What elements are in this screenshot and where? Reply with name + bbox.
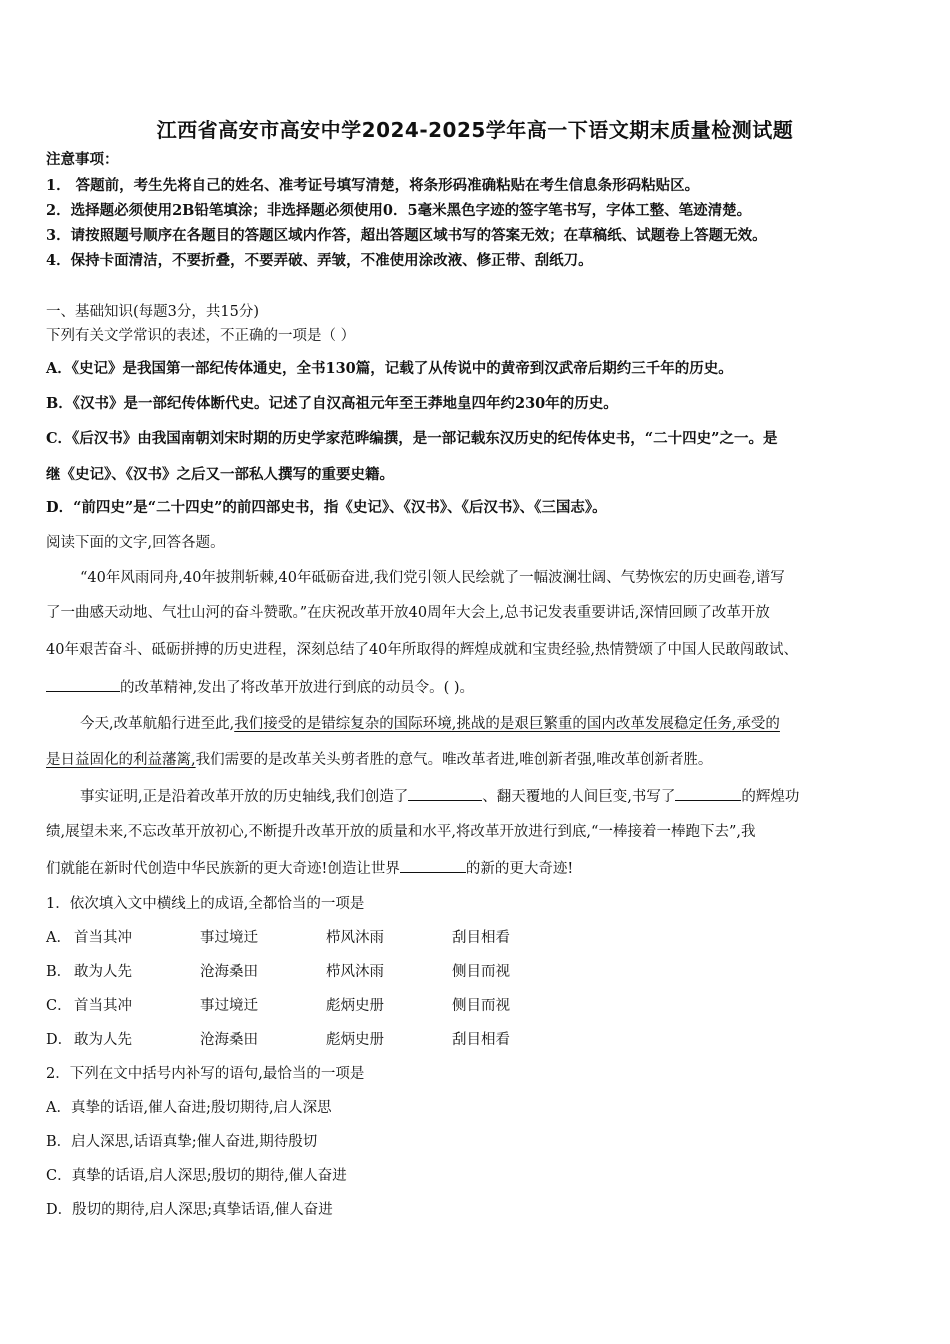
question-stem: 下列有关文学常识的表述，不正确的一项是（ ） bbox=[46, 328, 356, 344]
idiom: 沧海桑田 bbox=[200, 964, 258, 980]
idiom: 侧目而视 bbox=[452, 964, 510, 980]
page-title: 江西省高安市高安中学2024-2025学年高一下语文期末质量检测试题 bbox=[156, 118, 794, 142]
notice-item: 4．保持卡面清洁，不要折叠，不要弄破、弄皱，不准使用涂改液、修正带、刮纸刀。 bbox=[46, 252, 593, 269]
idiom: 首当其冲 bbox=[74, 998, 132, 1014]
underlined-sentence: 我们接受的是错综复杂的国际环境,挑战的是艰巨繁重的国内改革发展稳定任务,承受的 bbox=[234, 716, 780, 732]
option-c: C．《后汉书》由我国南朝刘宋时期的历史学家范晔编撰，是一部记载东汉历史的纪传体史书，“二十四史”之一。是 bbox=[46, 430, 778, 447]
idiom: 侧目而视 bbox=[452, 998, 510, 1014]
passage-line: “40年风雨同舟,40年披荆斩棘,40年砥砺奋进,我们党引领人民绘就了一幅波澜壮阔、气势恢宏的历史画卷,谱写 bbox=[80, 570, 785, 586]
option-label: A． bbox=[46, 930, 71, 946]
option-c-cont: 继《史记》、《汉书》之后又一部私人撰写的重要史籍。 bbox=[46, 466, 394, 483]
idiom: 栉风沐雨 bbox=[326, 964, 384, 980]
idiom: 首当其冲 bbox=[74, 930, 132, 946]
q2-option: C．真挚的话语,启人深思;殷切的期待,催人奋进 bbox=[46, 1168, 347, 1184]
passage-line: 们就能在新时代创造中华民族新的更大奇迹!创造让世界 的新的更大奇迹! bbox=[46, 858, 904, 879]
option-label: B． bbox=[46, 964, 72, 980]
option-b: B．《汉书》是一部纪传体断代史。记述了自汉高祖元年至王莽地皇四年约230年的历史。 bbox=[46, 395, 618, 412]
underlined-sentence: 是日益固化的利益藩篱, bbox=[46, 752, 196, 768]
fill-blank bbox=[400, 858, 466, 873]
idiom: 敢为人先 bbox=[74, 1032, 132, 1048]
fill-blank bbox=[675, 786, 741, 801]
idiom: 刮目相看 bbox=[452, 930, 510, 946]
notice-item: 3．请按照题号顺序在各题目的答题区域内作答，超出答题区域书写的答案无效；在草稿纸、试题卷上答题无效。 bbox=[46, 227, 767, 244]
option-label: D． bbox=[46, 1032, 73, 1048]
idiom: 彪炳史册 bbox=[326, 1032, 384, 1048]
q2-option: A．真挚的话语,催人奋进;殷切期待,启人深思 bbox=[46, 1100, 332, 1116]
passage-line: 的改革精神,发出了将改革开放进行到底的动员令。( )。 bbox=[46, 677, 904, 698]
idiom: 刮目相看 bbox=[452, 1032, 510, 1048]
reading-intro: 阅读下面的文字,回答各题。 bbox=[46, 535, 225, 551]
passage-line: 事实证明,正是沿着改革开放的历史轴线,我们创造了 、翻天覆地的人间巨变,书写了 的辉煌功 bbox=[80, 786, 904, 807]
idiom: 彪炳史册 bbox=[326, 998, 384, 1014]
idiom: 栉风沐雨 bbox=[326, 930, 384, 946]
fill-blank bbox=[46, 677, 120, 692]
question-1-stem: 1．依次填入文中横线上的成语,全都恰当的一项是 bbox=[46, 896, 365, 912]
idiom: 事过境迁 bbox=[200, 930, 258, 946]
q2-option: D．殷切的期待,启人深思;真挚话语,催人奋进 bbox=[46, 1202, 333, 1218]
idiom: 敢为人先 bbox=[74, 964, 132, 980]
passage-line: 40年艰苦奋斗、砥砺拼搏的历史进程，深刻总结了40年所取得的辉煌成就和宝贵经验,热情赞颂了中国人民敢闯敢试、 bbox=[46, 642, 799, 658]
fill-blank bbox=[408, 786, 482, 801]
notice-item: 1． 答题前，考生先将自己的姓名、准考证号填写清楚，将条形码准确粘贴在考生信息条形码粘贴区。 bbox=[46, 177, 700, 194]
passage-line: 今天,改革航船行进至此,我们接受的是错综复杂的国际环境,挑战的是艰巨繁重的国内改革发展稳定任务,承受的 bbox=[80, 716, 780, 732]
notice-item: 2．选择题必须使用2B铅笔填涂；非选择题必须使用0．5毫米黑色字迹的签字笔书写，字体工整、笔迹清楚。 bbox=[46, 202, 752, 219]
option-d: D．“前四史”是“二十四史”的前四部史书，指《史记》、《汉书》、《后汉书》、《三国志》。 bbox=[46, 499, 607, 516]
question-2-stem: 2．下列在文中括号内补写的语句,最恰当的一项是 bbox=[46, 1066, 365, 1082]
passage-line: 了一曲感天动地、气壮山河的奋斗赞歌。”在庆祝改革开放40周年大会上,总书记发表重要讲话,深情回顾了改革开放 bbox=[46, 605, 770, 621]
option-a: A．《史记》是我国第一部纪传体通史，全书130篇，记载了从传说中的黄帝到汉武帝后期约三千年的历史。 bbox=[46, 360, 733, 377]
passage-line: 是日益固化的利益藩篱,我们需要的是改革关头剪者胜的意气。唯改革者进,唯创新者强,唯改革创新者胜。 bbox=[46, 752, 713, 768]
notice-heading: 注意事项： bbox=[46, 151, 119, 168]
q2-option: B．启人深思,话语真挚;催人奋进,期待殷切 bbox=[46, 1134, 318, 1150]
idiom: 事过境迁 bbox=[200, 998, 258, 1014]
option-label: C． bbox=[46, 998, 72, 1014]
section-heading: 一、基础知识(每题3分，共15分) bbox=[46, 304, 259, 320]
idiom: 沧海桑田 bbox=[200, 1032, 258, 1048]
passage-line: 绩,展望未来,不忘改革开放初心,不断提升改革开放的质量和水平,将改革开放进行到底,“一棒接着一棒跑下去”,我 bbox=[46, 824, 756, 840]
